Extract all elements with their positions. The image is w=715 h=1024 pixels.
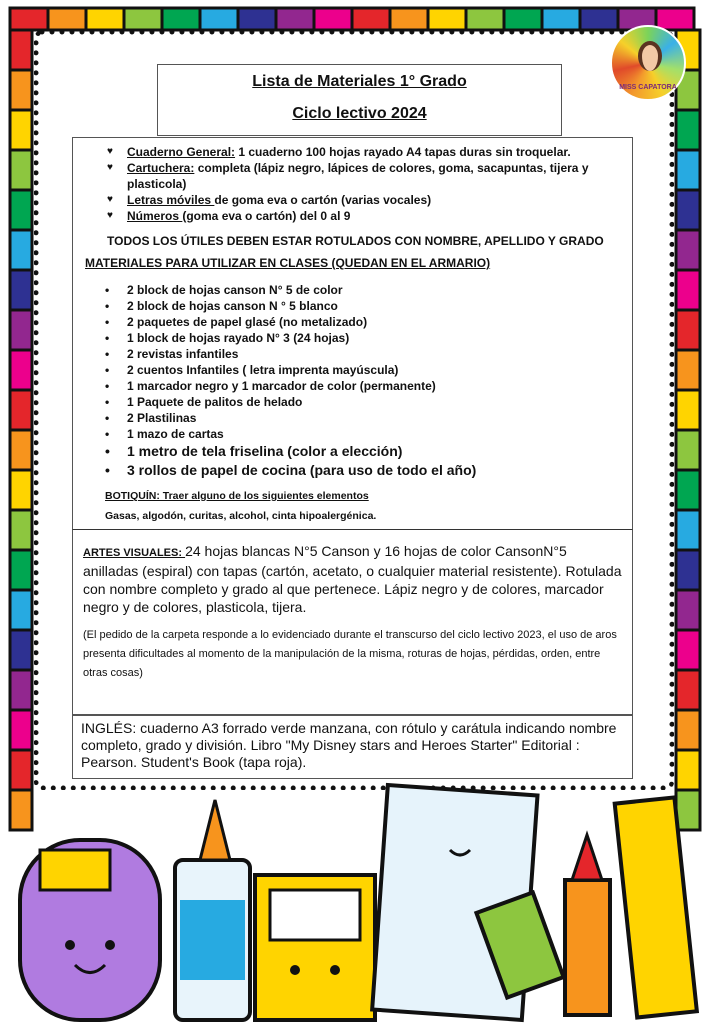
border-segment: [352, 8, 390, 30]
border-segment: [676, 390, 700, 430]
teacher-logo: [610, 25, 686, 101]
border-segment: [10, 510, 32, 550]
border-segment: [10, 190, 32, 230]
bullet-icon: •: [105, 427, 110, 441]
border-segment: [10, 350, 32, 390]
list-item: ♥ Cuaderno General: 1 cuaderno 100 hojas rayado A4 tapas duras sin troquelar.: [107, 145, 571, 159]
labeling-notice: TODOS LOS ÚTILES DEBEN ESTAR ROTULADOS CON NOMBRE, APELLIDO Y GRADO: [107, 234, 604, 248]
bullet-icon: •: [105, 379, 110, 393]
border-segment: [676, 470, 700, 510]
list-item: • 1 block de hojas rayado N° 3 (24 hojas): [105, 331, 350, 345]
bullet-icon: •: [105, 299, 110, 313]
bullet-icon: •: [105, 443, 110, 459]
border-segment: [676, 510, 700, 550]
border-segment: [676, 550, 700, 590]
artes-label: ARTES VISUALES:: [83, 547, 186, 559]
border-segment: [676, 110, 700, 150]
border-segment: [314, 8, 352, 30]
materials-heading: MATERIALES PARA UTILIZAR EN CLASES (QUEDAN EN EL ARMARIO): [85, 256, 491, 270]
list-item: • 2 revistas infantiles: [105, 347, 239, 361]
border-segment: [10, 110, 32, 150]
list-item: • 2 Plastilinas: [105, 411, 197, 425]
border-segment: [200, 8, 238, 30]
bullet-icon: •: [105, 283, 110, 297]
list-item: ♥ Números (goma eva o cartón) del 0 al 9: [107, 209, 351, 223]
border-segment: [124, 8, 162, 30]
bullet-icon: •: [105, 462, 110, 478]
document-title: [157, 64, 562, 136]
list-item: • 2 block de hojas canson N° 5 de color: [105, 283, 343, 297]
border-segment: [48, 8, 86, 30]
border-segment: [10, 270, 32, 310]
bullet-icon: •: [105, 331, 110, 345]
border-segment: [162, 8, 200, 30]
ingles-text: INGLÉS: cuaderno A3 forrado verde manzana, con rótulo y carátula indicando nombre completo, grado y división. Libro "My Disney stars and Heroes Starter" Editorial : Pearson. Student's Book (tapa roja).: [81, 720, 617, 770]
artes-visuales-section: [72, 530, 633, 715]
artes-note: (El pedido de la carpeta responde a lo evidenciado durante el transcurso del ciclo lectivo 2023, el uso de aros presenta dificultades al momento de la manipulación de la misma, roturas de hojas, pérdidas, orden, entre otras cosas): [83, 629, 617, 679]
border-segment: [504, 8, 542, 30]
materials-section: [72, 137, 633, 530]
list-item: • 1 metro de tela friselina (color a elección): [105, 443, 403, 459]
list-item: ♥ Cartuchera: completa (lápiz negro, lápices de colores, goma, sacapuntas, tijera y plasticola): [107, 161, 589, 191]
ingles-section: [72, 715, 633, 779]
list-item: ♥ Letras móviles de goma eva o cartón (varias vocales): [107, 193, 432, 207]
border-segment: [676, 630, 700, 670]
bullet-icon: •: [105, 411, 110, 425]
border-segment: [10, 710, 32, 750]
border-segment: [676, 190, 700, 230]
border-segment: [676, 310, 700, 350]
border-segment: [676, 230, 700, 270]
border-segment: [10, 30, 32, 70]
bullet-icon: •: [105, 395, 110, 409]
glue-illustration: [175, 800, 250, 1020]
border-segment: [10, 590, 32, 630]
border-segment: [428, 8, 466, 30]
ruler-illustration: [615, 797, 697, 1017]
list-item: • 1 mazo de cartas: [105, 427, 224, 441]
border-segment: [276, 8, 314, 30]
border-segment: [10, 70, 32, 110]
list-item: • 3 rollos de papel de cocina (para uso de todo el año): [105, 462, 477, 478]
list-item: • 1 Paquete de palitos de helado: [105, 395, 303, 409]
border-segment: [10, 430, 32, 470]
heart-bullet-icon: ♥: [107, 146, 113, 157]
bullet-icon: •: [105, 363, 110, 377]
title-line-1: Lista de Materiales 1° Grado: [252, 73, 467, 90]
border-segment: [10, 8, 48, 30]
list-item: • 2 block de hojas canson N ° 5 blanco: [105, 299, 338, 313]
list-item: • 2 paquetes de papel glasé (no metalizado): [105, 315, 368, 329]
school-supplies-illustration: [0, 780, 715, 1024]
list-item: • 2 cuentos Infantiles ( letra imprenta mayúscula): [105, 363, 399, 377]
border-segment: [10, 470, 32, 510]
title-line-2: Ciclo lectivo 2024: [292, 105, 427, 122]
bullet-icon: •: [105, 315, 110, 329]
border-segment: [676, 270, 700, 310]
border-segment: [676, 150, 700, 190]
border-segment: [10, 550, 32, 590]
border-segment: [10, 150, 32, 190]
avatar: [638, 41, 662, 71]
heart-bullet-icon: ♥: [107, 210, 113, 221]
bullet-icon: •: [105, 347, 110, 361]
heart-bullet-icon: ♥: [107, 162, 113, 173]
border-segment: [466, 8, 504, 30]
border-segment: [390, 8, 428, 30]
border-segment: [10, 630, 32, 670]
border-segment: [10, 310, 32, 350]
artes-text: 24 hojas blancas N°5 Canson y 16 hojas de color CansonN°5 anilladas (espiral) con tapas (cartón, acetato, o cualquier material resistente). Rotulada con nombre completo y grado al que pertenece. Lápiz negro y de colores, marcador negro y de colores, plasticola, tijera.: [83, 543, 622, 615]
border-segment: [676, 350, 700, 390]
border-segment: [676, 670, 700, 710]
border-segment: [676, 590, 700, 630]
backpack-illustration: [20, 840, 160, 1020]
botiquin-items: Gasas, algodón, curitas, alcohol, cinta hipoalergénica.: [105, 510, 377, 522]
border-segment: [10, 230, 32, 270]
border-segment: [10, 390, 32, 430]
marker-illustration: [565, 835, 610, 1015]
logo-text: MISS CAPATORA: [619, 84, 677, 91]
border-segment: [542, 8, 580, 30]
heart-bullet-icon: ♥: [107, 194, 113, 205]
botiquin-heading: BOTIQUÍN: Traer alguno de los siguientes elementos: [105, 490, 369, 502]
border-segment: [10, 670, 32, 710]
border-segment: [580, 8, 618, 30]
border-segment: [676, 430, 700, 470]
border-segment: [676, 710, 700, 750]
list-item: • 1 marcador negro y 1 marcador de color (permanente): [105, 379, 436, 393]
border-segment: [86, 8, 124, 30]
border-segment: [238, 8, 276, 30]
crayon-box-illustration: [255, 875, 375, 1020]
